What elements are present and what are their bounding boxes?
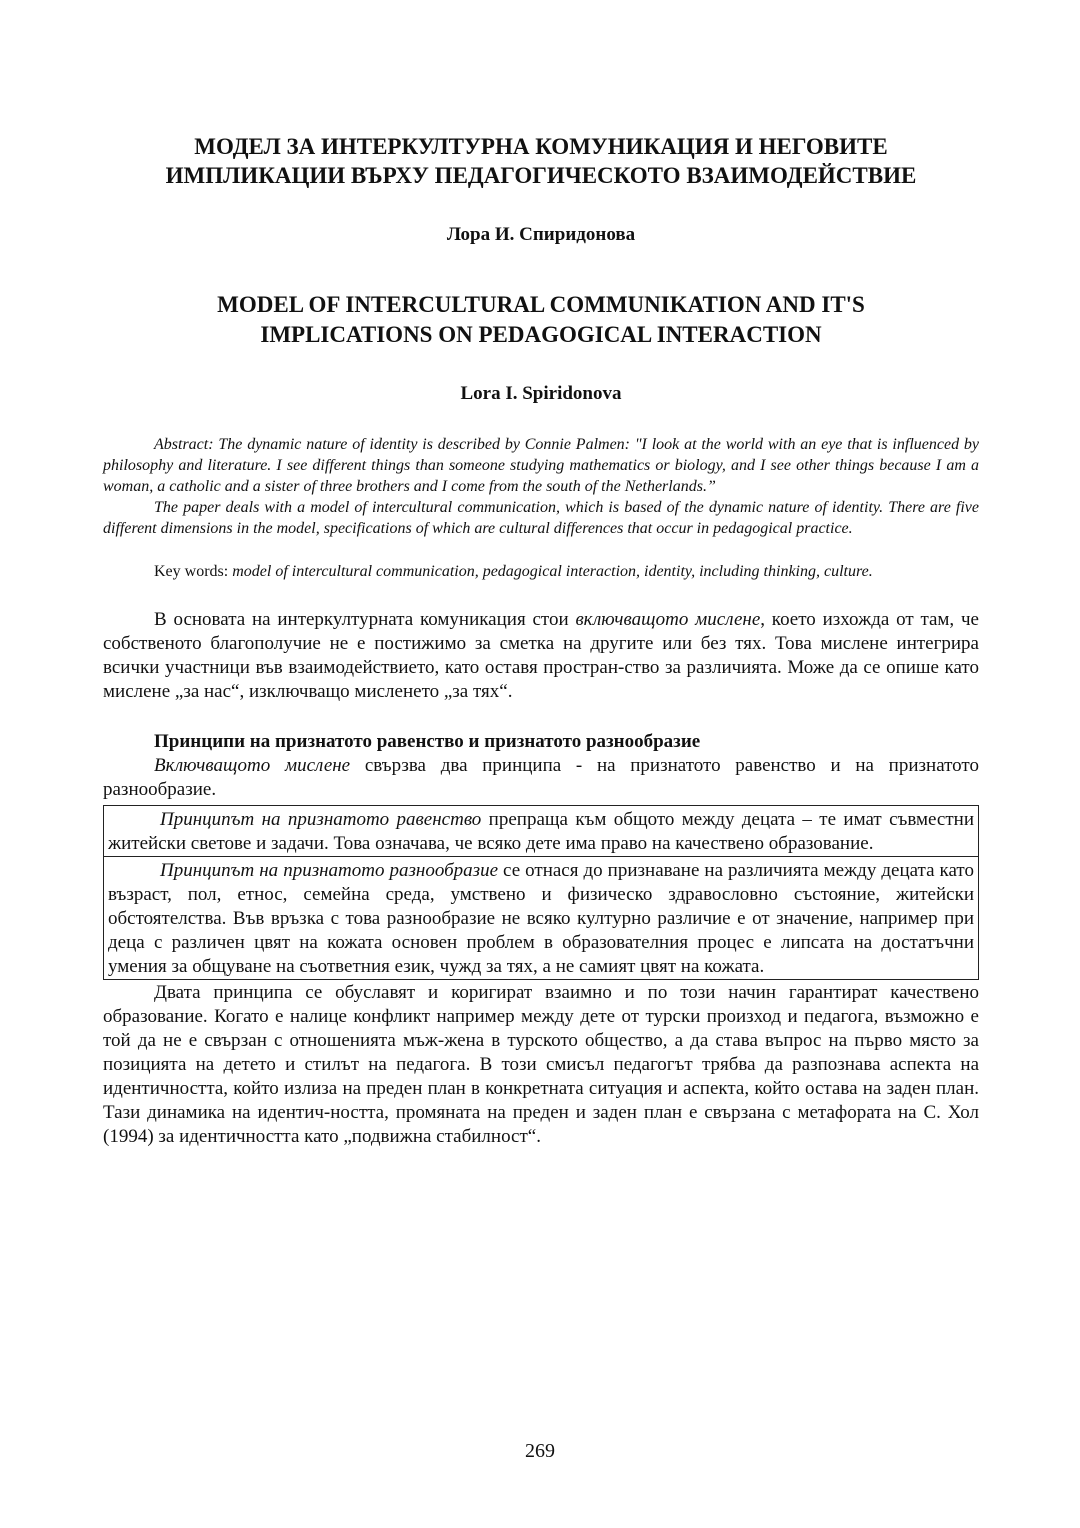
- equality-principle-description: препраща към общото между децата – те имат съвместни житейски светове и задачи. Това означава, че всяко дете има право на качествено образование.: [108, 809, 974, 854]
- author-english: Lora I. Spiridonova: [460, 383, 622, 404]
- section-intro-paragraph: [103, 754, 979, 802]
- keywords: [103, 561, 979, 582]
- keywords-label: Key words:: [154, 563, 233, 580]
- abstract: [103, 434, 979, 539]
- diversity-principle-box: [103, 857, 979, 980]
- intro-text-end: , което изхожда от там, че собственото благополучие не е постижимо за сметка на другите или без тях. Това мислене интегрира всички участници във взаимодействието, като оставя простран-ство за различията. Може да се опише като мислене „за нас“, изключващо мисленето „за тях“.: [103, 609, 979, 702]
- closing-paragraph: [103, 981, 979, 1149]
- title-bulgarian-line: ИМПЛИКАЦИИ ВЪРХУ ПЕДАГОГИЧЕСКОТО ВЗАИМОДЕЙСТВИЕ: [165, 163, 917, 188]
- equality-principle-term: Принципът на признатото равенство: [160, 809, 482, 830]
- section-intro-rest: свързва два принципа - на признатото равенство и на признатото разнообразие.: [103, 755, 979, 800]
- section-intro-text: [103, 754, 979, 802]
- equality-principle-box: [103, 805, 979, 857]
- closing-text: Двата принципа се обуславят и коригират взаимно и по този начин гарантират качествено образование. Когато е налице конфликт например между дете от турски произход и педагога, възможно е той да не е свързан с отношенията мъж-жена в турското общество, а да става въпрос на първо място за позицията на детето и стилът на педагога. В този смисъл педагогът трябва да разпознава аспекта на идентичността, който излиза на преден план в конкретната ситуация и аспекта, който остава на заден план. Тази динамика на идентич-ността, промяната на преден и заден план е свързана с метафората на С. Хол (1994) за идентичността като „подвижна стабилност“.: [103, 982, 979, 1147]
- diversity-principle-term: Принципът на признатото разнообразие: [160, 860, 498, 881]
- page-number: 269: [525, 1440, 555, 1462]
- title-bulgarian: [103, 128, 979, 190]
- intro-text: [103, 608, 979, 704]
- title-bulgarian-line: МОДЕЛ ЗА ИНТЕРКУЛТУРНА КОМУНИКАЦИЯ И НЕГОВИТЕ: [194, 134, 888, 159]
- title-english-line: MODEL OF INTERCULTURAL COMMUNIKATION AND IT'S: [217, 292, 865, 317]
- title-english-line: IMPLICATIONS ON PEDAGOGICAL INTERACTION: [260, 322, 822, 347]
- title-english: [103, 290, 979, 350]
- diversity-principle-text: [108, 859, 974, 979]
- intro-emphasis: включващото мислене: [575, 609, 761, 630]
- abstract-paragraph-2: The paper deals with a model of intercultural communication, which is based of the dynamic nature of identity. There are five different dimensions in the model, specifications of which are cultural differences that occur in pedagogical practice.: [103, 499, 979, 537]
- page-content: [103, 128, 979, 1149]
- keywords-value: model of intercultural communication, pedagogical interaction, identity, including thinking, culture.: [232, 563, 873, 580]
- abstract-paragraph-1: Abstract: The dynamic nature of identity is described by Connie Palmen: "I look at the world with an eye that is influenced by philosophy and literature. I see different things than someone studying mathematics or biology, and I see other things because I am a woman, a catholic and a sister of three brothers and I come from the south of the Netherlands.”: [103, 436, 979, 495]
- intro-paragraph: [103, 608, 979, 704]
- author-bulgarian: Лора И. Спиридонова: [446, 224, 636, 245]
- principles-boxes: [103, 805, 979, 980]
- intro-text-start: В основата на интеркултурната комуникация стои: [154, 609, 576, 630]
- diversity-principle-description: се отнася до признаване на различията между децата като възраст, пол, етнос, семейна среда, умствено и физическо здравословно състояние, житейски обстоятелства. Във връзка с това разнообразие не всяко културно различие е от значение, например при деца с различен цвят на кожата основен проблем в образователния процес е липсата на достатъчни умения за общуване на съответния език, чужд за тях, а не самият цвят на кожата.: [108, 860, 974, 977]
- section-intro-emphasis: Включващото мислене: [154, 755, 351, 776]
- equality-principle-text: [108, 808, 974, 856]
- section-heading: Принципи на признатото равенство и признатото разнообразие: [154, 731, 701, 752]
